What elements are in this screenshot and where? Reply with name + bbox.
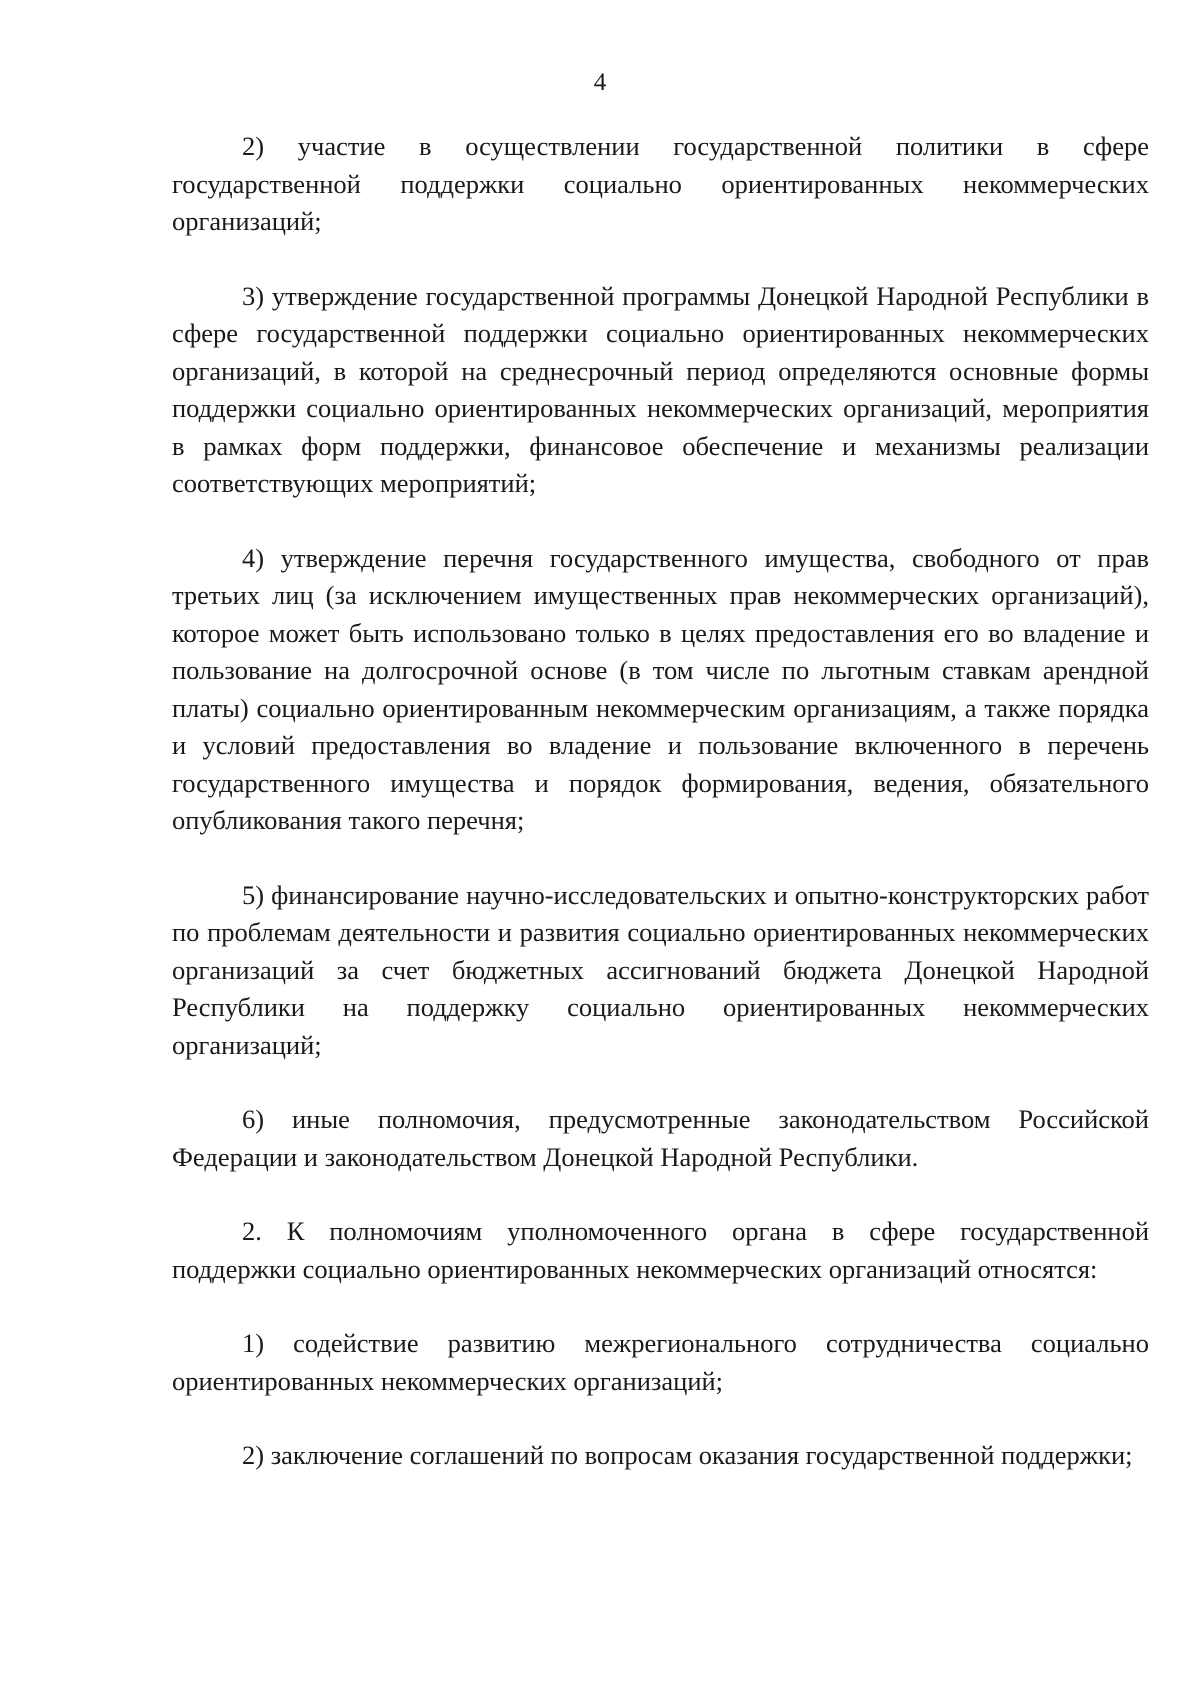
paragraph-item-4-property-list: 4) утверждение перечня государственного имущества, свободного от прав третьих лиц (за исключением имущественных прав некоммерческих организаций), которое может быть использовано только в целях предоставления его во владение и пользование на долгосрочной основе (в том числе по льготным ставкам арендной платы) социально ориентированным некоммерческим организациям, а также порядка и условий предоставления во владение и пользование включенного в перечень государственного имущества и порядок формирования, ведения, обязательного опубликования такого перечня;: [172, 542, 1149, 835]
paragraph-item-3-state-program: 3) утверждение государственной программы Донецкой Народной Республики в сфере государственной поддержки социально ориентированных некоммерческих организаций, в которой на среднесрочный период определяются основные формы поддержки социально ориентированных некоммерческих организаций, мероприятия в рамках форм поддержки, финансовое обеспечение и механизмы реализации соответствующих мероприятий;: [172, 280, 1149, 498]
page-number: 4: [593, 69, 607, 96]
paragraph-item-6-other-powers: 6) иные полномочия, предусмотренные законодательством Российской Федерации и законодательством Донецкой Народной Республики.: [172, 1104, 1149, 1172]
paragraph-item-2-agreements: 2) заключение соглашений по вопросам оказания государственной поддержки;: [242, 1440, 1133, 1470]
document-body: [172, 128, 1149, 1512]
paragraph-item-5-research-funding: 5) финансирование научно-исследовательских и опытно-конструкторских работ по проблемам деятельности и развития социально ориентированных некоммерческих организаций за счет бюджетных ассигнований бюджета Донецкой Народной Республики на поддержку социально ориентированных некоммерческих организаций;: [172, 879, 1149, 1060]
paragraph-section-2-authorized-body: 2. К полномочиям уполномоченного органа в сфере государственной поддержки социально ориентированных некоммерческих организаций относятся:: [172, 1216, 1149, 1284]
paragraph-item-2-state-policy: 2) участие в осуществлении государственной политики в сфере государственной поддержки социально ориентированных некоммерческих организаций;: [172, 131, 1149, 236]
paragraph-item-1-interregional-cooperation: 1) содействие развитию межрегионального сотрудничества социально ориентированных некоммерческих организаций;: [172, 1328, 1149, 1396]
